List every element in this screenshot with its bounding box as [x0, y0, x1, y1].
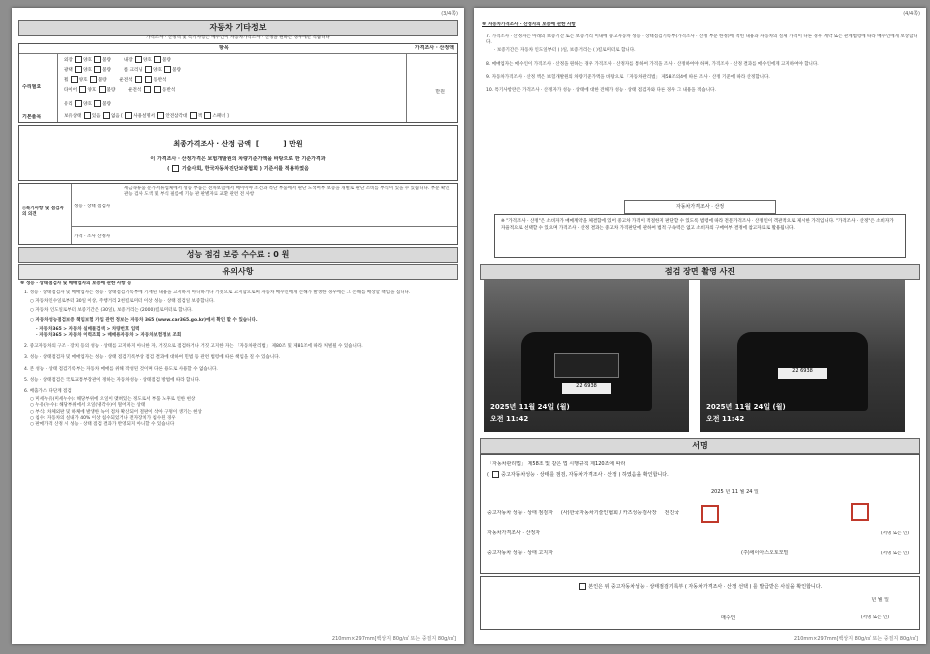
- inspector-seal-stamp: [851, 503, 869, 521]
- special-text: 세금속류품 문가서류업체에서 성능 부품은 전차보험에서 배이이야 조건과 특단 부품에서 판단 도색여부 보증을 개별로 판단 소비를 부식이 있을 수 있습니다. 부분 확인 관능 검사 도색 및 부식 필름에 기능 관 판별자료 교환 관련 전 사항: [124, 186, 450, 197]
- page-number: (3/4쪽): [441, 11, 458, 17]
- appraiser-notes: 7. 가격조사 · 산정자는 아래의 보증기간 또는 보증거리 이내에 중고자동차 성능 · 상태점검기록부(가격조사 · 산정 부분 한정)에 적힌 내용과 자동차의 실제 가격이 다른 경우 계약 또는 관계법령에 따라 매수인에게 보상합니다. · 보증기간은 자동차 인도일부터 ( )일, 보증거리는 ( )킬로미터로 합니다. 8. 매매업자는 매수인이 가격조사 · 산정을 원하는 경우 가격조사 · 산정자를 통하여 가격을 조사 · 산정하여야 하며, 가격조사 · 산정 결과를 매수인에게 고지하여야 합니다. 9. 자동차가격조사 · 산정 액은 보험개발원의 차량기준가액을 바탕으로 「자동차관리법」 제58조의4에 따른 조사 · 산정 기준에 따라 산정합니다. 10. 특기사항란은 가격조사 · 산정자가 성능 · 상태에 대한 견해가 성능 · 상태 점검자와 다른 경우 그 내용을 적습니다.: [486, 34, 918, 94]
- buyer-label: 매수인: [721, 615, 736, 621]
- page-number: (4/4쪽): [903, 11, 920, 17]
- photo-date: 2025년 11월 24일 (월): [706, 403, 786, 411]
- paper-spec: 210mm×297mm[백상지 80g/㎡ 또는 중질지 80g/㎡]: [331, 636, 456, 642]
- law-line-1: 「자동차관리법」 제58조 및 같은 법 시행규칙 제120조에 따라: [487, 461, 626, 467]
- price-note-2: ( 기술사회, 한국자동차진단보증협회 ) 기준서를 적용하였음: [167, 166, 309, 172]
- appraisal-info-box: [494, 214, 906, 258]
- company-seal-stamp: [701, 505, 719, 523]
- basic-section-label: 기본품목: [22, 114, 42, 120]
- notifier-row: 중고자동차 성능 · 상태 고지자: [487, 550, 553, 556]
- sign-date: 2025 년 11 월 24 일: [711, 489, 759, 495]
- repair-section-label: 수리필요: [22, 84, 42, 90]
- signature-box: [480, 454, 920, 574]
- repair-row: 외장 양호 불량 내장 양호 불량: [64, 58, 171, 63]
- photo-time: 오전 11:42: [490, 415, 529, 423]
- special-notes-box: [18, 183, 458, 245]
- photo-time: 오전 11:42: [706, 415, 745, 423]
- notifier-sign: (서명 또는 인): [880, 551, 909, 556]
- appraiser-guarantee-header: ※ 자동차가격조사 · 산정자의 보증에 관한 사항: [482, 22, 576, 27]
- price-note-1: 이 가격조사 · 산정가격은 보험개발원의 차량기준가액을 바탕으로 한 기준가격과: [150, 156, 326, 162]
- repair-row: 광택 양호 불량 룸 크리닝 양호 불량: [64, 68, 181, 73]
- inspector-label: 성능 · 상태 점검자: [74, 204, 111, 209]
- repair-table: [18, 43, 458, 123]
- document-page-4: [474, 8, 926, 644]
- paper-spec: 210mm×297mm[백상지 80g/㎡ 또는 중질지 80g/㎡]: [793, 636, 918, 642]
- document-page-3: [12, 8, 464, 644]
- col-price-label: 가격조사 · 산정액: [414, 45, 454, 51]
- special-label: ◎특기사항 및 점검자의 의견: [22, 206, 64, 217]
- signature-title: 서명: [480, 438, 920, 454]
- inspection-photo-front: [484, 280, 689, 432]
- repair-row: 휠 양호 불량 운전석 동반석: [64, 78, 167, 83]
- appraiser-label: 가격 · 조사 산정자: [74, 234, 111, 239]
- license-plate: 22 6938: [778, 368, 827, 379]
- inspection-photo-rear: [700, 280, 905, 432]
- license-plate: 22 6938: [562, 383, 611, 394]
- fee-banner: 성능 점검 보증 수수료 : 0 원: [18, 247, 458, 263]
- confirm-text: 본인은 위 중고자동차성능 · 상태점검기록부 ( 자동차가격조사 · 산정 선택 ) 를 발급받은 사실을 확인합니다.: [481, 583, 919, 591]
- repair-row: 타이어 양호 불량 운전석 동반석: [64, 88, 176, 93]
- buyer-sign: (서명 또는 인): [860, 615, 889, 620]
- appraiser-sign: (서명 또는 인): [880, 531, 909, 536]
- col-items-label: 항목: [219, 45, 229, 51]
- caution-title: 유의사항: [18, 264, 458, 280]
- notifier-company: (주)에이아스오토모빌: [741, 550, 789, 556]
- unit-label: 만원: [435, 89, 445, 95]
- basic-row: 보유상태 있음 없음 [ 사용설명서 안전삼각대 잭 스패너 ]: [64, 114, 229, 119]
- law-line-2: ( 중고자동차성능 · 상태를 점검, 자동차가격조사 · 산정 ) 하였음을 확인합니다.: [487, 472, 669, 478]
- photo-date: 2025년 11월 24일 (월): [490, 403, 570, 411]
- appraisal-box-title: 자동차가격조사 · 산정: [624, 200, 776, 214]
- appraiser-row: 자동차가격조사 · 산정자: [487, 530, 541, 536]
- caution-subtitle: ※ 성능 · 상태점검자 및 매매업자의 보증에 관한 사항 등: [20, 281, 132, 286]
- final-price: 최종가격조사 · 산정 금액 [ ] 만원: [173, 140, 303, 148]
- photo-section-title: 점검 장면 촬영 사진: [480, 264, 920, 280]
- final-price-box: [18, 125, 458, 181]
- caution-list: 1. 성능 · 상태점검자 및 매매업자는 성능 · 상태점검기록부에 기재된 내용을 고지하지 아니하거나 거짓으로 고지함으로써 자동차 매수인에게 손해가 발생한 경우에는 그 손해를 배상할 책임을 집니다. ○ 자동차인수일로부터 30일 이상, 주행거리 2천킬로미터 이상 성능 · 상태 점검일 보증합니다. ○ 자동차 인도일로부터 보증기간은 (30일), 보증거리는 (2000)킬로미터로 합니다. ○ 자동차성능점검보증 책임보험 가입 관련 정보는 자동차 365 (www.car365.go.kr)에서 확인 할 수 있습니다. · 자동차365 > 자동차 실매물검색 > 차량번호 입력 · 자동차365 > 자동차 이력조회 > 매매용자동차 > 자동차보험정보 조회 2. 중고자동차의 구조 · 장치 등의 성능 · 상태를 고지하지 아니한 자, 거짓으로 점검하거나 거짓 고지한 자는 「자동차관리법」 제80조 및 제81조에 따라 처벌될 수 있습니다. 3. 성능 · 상태점검자 및 매매업자는 성능 · 상태 점검기록부상 점검 결과에 대하여 민법 등 관련 법령에 따른 책임을 질 수 있습니다. 4. 본 성능 · 상태 점검기록부는 자동차 매매를 위해 작성된 것이며 다른 용도로 사용할 수 없습니다. 5. 성능 · 상태점검은 국토교통부장관이 정하는 자동차성능 · 상태점검 방법에 따라 합니다. 6. 배출가스 다단계 점검 ○ 미세누유(미세누수): 해당부위에 오일이 맺혀있는 정도로서 부품 노후로 인한 현상 ○ 누유(누수): 해당부위에서 오일(냉각수)이 떨어지는 상태 ○ 부식: 차체외판 및 하체에 발생한 녹이 점차 확산되어 철판이 삭아 구멍이 생기는 현상 ○ 침수: 자동차의 실내가 40% 이상 침수되었거나 전자장치가 침수된 경우 ○ 판매가격 산정 시 성능 · 상태 점검 결과가 반영되지 아니할 수 있습니다: [24, 290, 411, 428]
- subtitle: 가격조사 · 산정액 및 특기사항은 매수인이 자동차가격조사 · 산정을 원하는 경우에만 적습니다: [146, 35, 330, 40]
- appraisal-info-text: ※ "가격조사 · 산정"은 소비자가 매매계약을 체결함에 있어 중고차 가격이 적절한지 판단할 수 있도록 법령에 따라 전문가격조사 · 산정인이 객관적으로 제시한 가격입니다. "가격조사 · 산정"은 소비자가 자율적으로 선택할 수 있으며 가격조사 · 산정 결과는 중고차 가격판단에 관하여 법적 구속력은 없고 소비자의 구매여부 결정에 참고자료로 활용됩니다.: [501, 219, 894, 231]
- repair-row: 유리 양호 불량: [64, 102, 111, 107]
- inspector-row: 중고자동차 성능 · 상태 점검자 (사)한국자동차기술인협회 / 카즈성능검사장 전진국: [487, 510, 680, 516]
- buyer-confirm-box: [480, 576, 920, 630]
- buyer-date: 년 월 일: [871, 597, 889, 603]
- section-title: 자동차 기타정보: [18, 20, 458, 36]
